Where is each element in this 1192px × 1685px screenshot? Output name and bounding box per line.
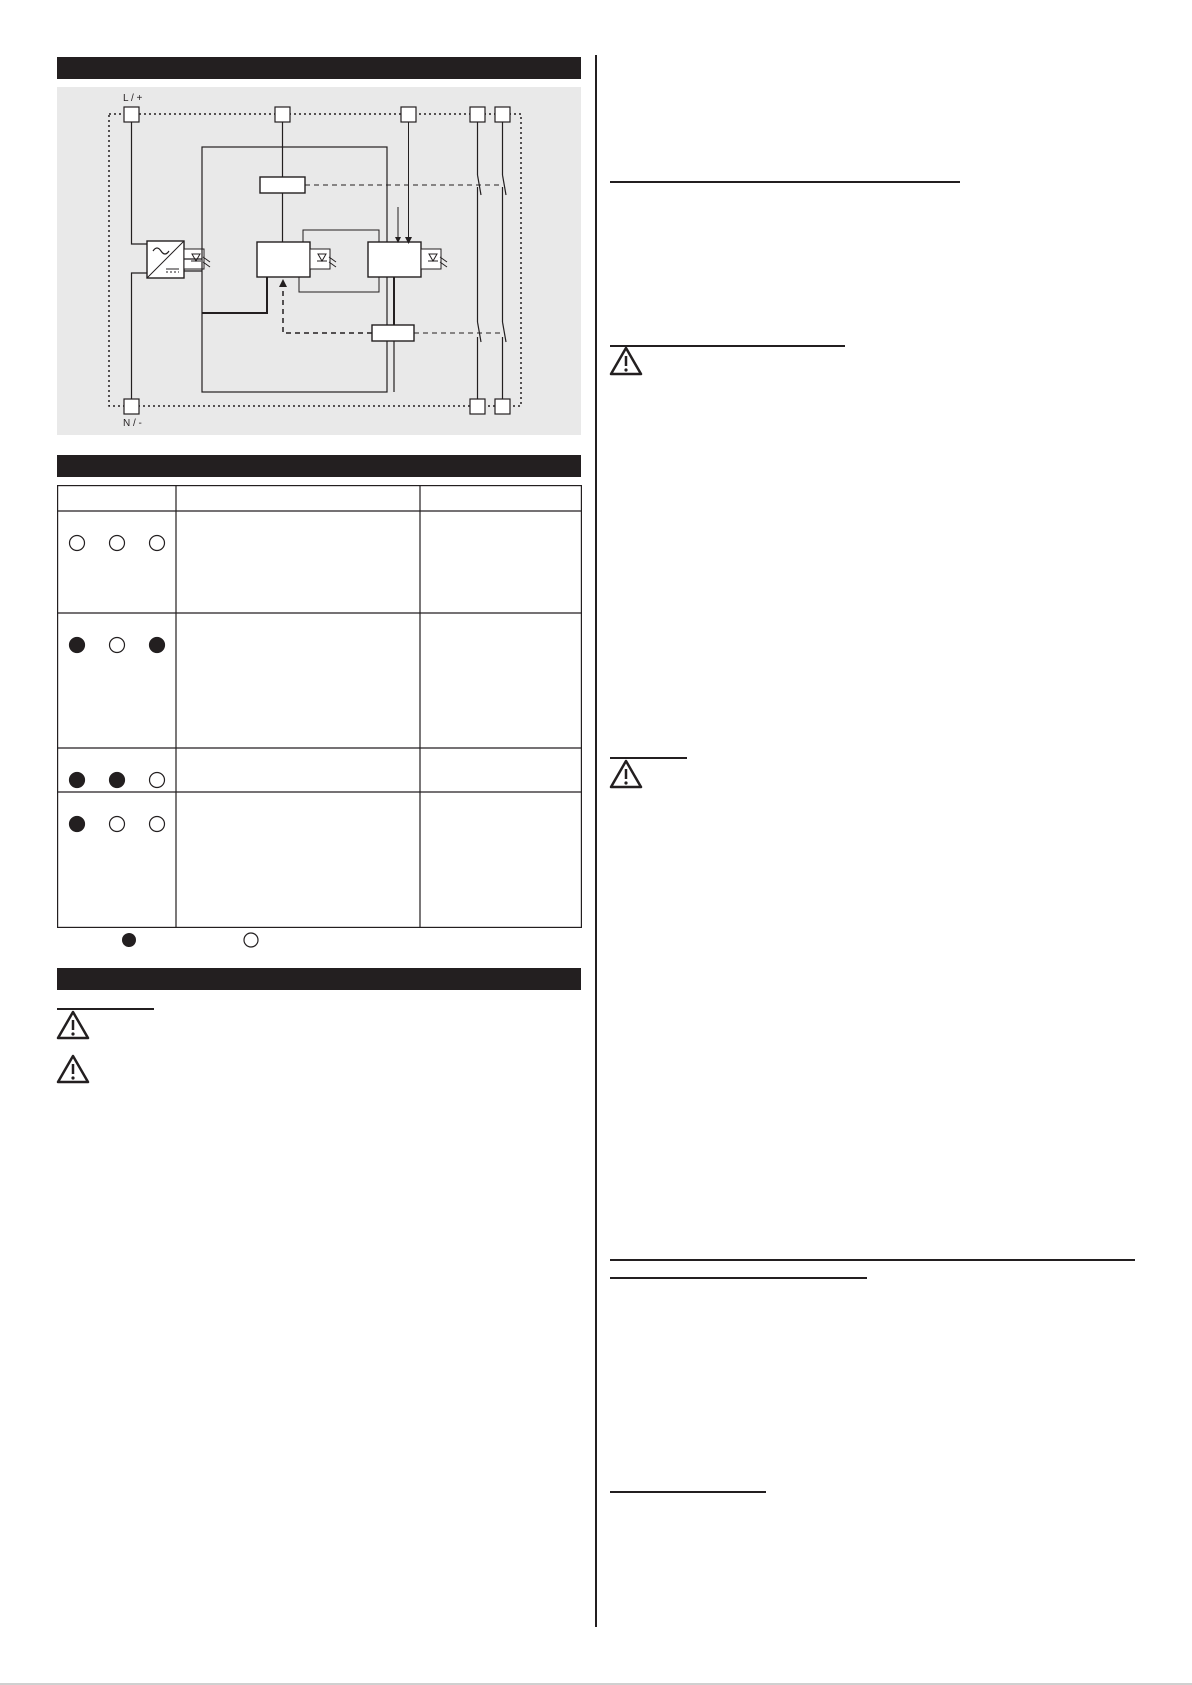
warning-triangle-icon: [56, 1054, 90, 1084]
led-indicator-on-icon: [70, 817, 85, 832]
warning-triangle-icon: [609, 759, 643, 789]
logic-block-b: [368, 242, 421, 277]
led-indicator-on-icon: [110, 773, 125, 788]
led-status-table: [57, 485, 582, 928]
power-supply-block: [147, 241, 184, 278]
led-indicator-off-icon: [110, 638, 125, 653]
section-header-bar-diagram: [57, 57, 581, 79]
terminal-bottom-1: [124, 399, 139, 414]
heading-underline-right-5: [610, 1491, 766, 1493]
relay-coil-upper: [260, 177, 305, 193]
led-indicator-off-icon: [150, 817, 165, 832]
led-indicator-off-icon: [110, 817, 125, 832]
terminal-top-5: [495, 107, 510, 122]
relay-coil-lower: [372, 325, 414, 341]
column-divider: [595, 55, 597, 1627]
terminal-top-3: [401, 107, 416, 122]
led-legend: [57, 930, 357, 952]
terminal-bottom-2: [470, 399, 485, 414]
heading-underline-right-1: [610, 181, 960, 183]
heading-underline-right-3: [610, 757, 687, 759]
legend-led-on-icon: [122, 933, 136, 947]
led-indicator-on-icon: [150, 638, 165, 653]
led-indicator-on-icon: [70, 773, 85, 788]
terminal-top-2: [275, 107, 290, 122]
terminal-label-l-plus: L / +: [123, 93, 143, 104]
terminal-label-n-minus: N / -: [123, 418, 142, 429]
led-indicator-off-icon: [110, 536, 125, 551]
heading-underline-right-4a: [610, 1259, 1135, 1261]
block-diagram: [57, 87, 581, 435]
heading-underline-right-4b: [610, 1277, 867, 1279]
terminal-bottom-3: [495, 399, 510, 414]
terminal-top-1: [124, 107, 139, 122]
led-indicator-off-icon: [150, 536, 165, 551]
terminal-top-4: [470, 107, 485, 122]
heading-underline-left-notes: [57, 1008, 154, 1010]
led-indicator-on-icon: [70, 638, 85, 653]
section-header-bar-led-table: [57, 455, 581, 477]
led-indicator-off-icon: [70, 536, 85, 551]
heading-underline-right-2: [610, 345, 845, 347]
led-indicator-off-icon: [150, 773, 165, 788]
legend-led-off-icon: [244, 933, 258, 947]
warning-triangle-icon: [56, 1010, 90, 1040]
logic-block-a: [257, 242, 310, 277]
section-header-bar-notes: [57, 968, 581, 990]
warning-triangle-icon: [609, 346, 643, 376]
